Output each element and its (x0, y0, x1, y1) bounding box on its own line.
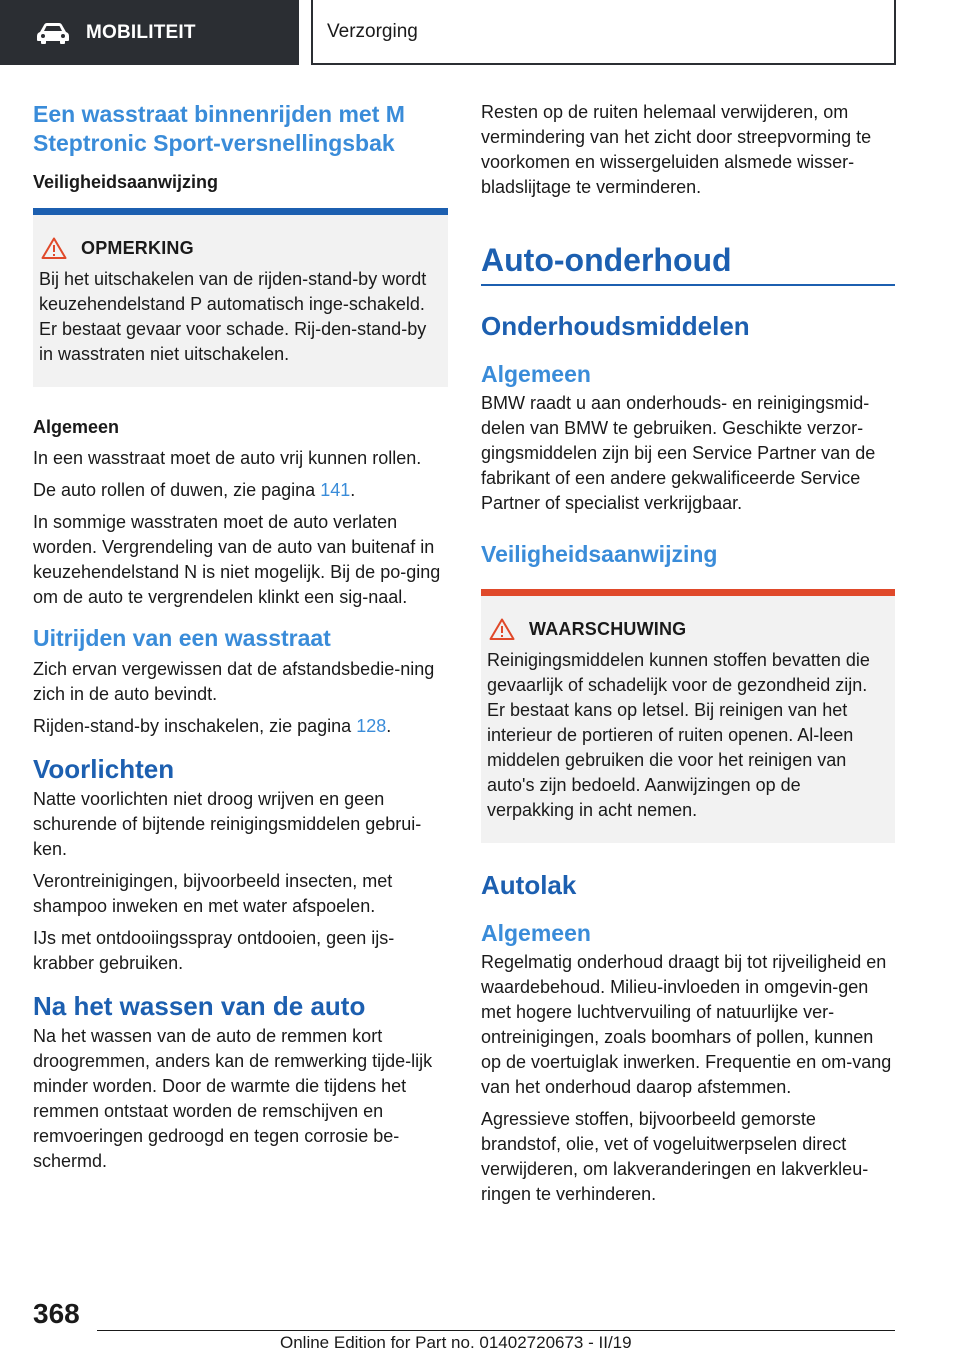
paragraph-with-link (33, 714, 448, 739)
paragraph: Zich ervan vergewissen dat de afstandsbedie-ning zich in de auto bevindt. (33, 659, 435, 704)
safety-label: Veiligheidsaanwijzing (33, 172, 219, 192)
car-icon (36, 22, 70, 44)
after-wash-title: Na het wassen van de auto (33, 991, 366, 1021)
footer-rule (97, 1330, 895, 1331)
paragraph-with-link (33, 478, 448, 503)
warning-triangle-icon (41, 237, 67, 259)
warning-triangle-icon (489, 618, 515, 640)
warning-box (481, 589, 895, 843)
notice-bar (33, 208, 448, 215)
paragraph: Regelmatig onderhoud draagt bij tot rijveiligheid en waardebehoud. Milieu-invloeden in omgevin-gen met hogere luchtvervuiling of natuurlijke ver-ontreinigingen, zoals boomhars of pollen, kunnen op de voertuiglak inwerken. Frequentie en om-vang van het onderhoud daarop afstemmen. (481, 952, 892, 1097)
lights-title: Voorlichten (33, 754, 175, 784)
paragraph: IJs met ontdooiingsspray ontdooien, geen ijs-krabber gebruiken. (33, 928, 395, 973)
text-span: . (386, 716, 392, 736)
edition-note: Online Edition for Part no. 01402720673 - II/19 (280, 1333, 632, 1352)
section-tab[interactable] (0, 0, 299, 65)
safety-title: Veiligheidsaanwijzing (481, 541, 718, 567)
title-rule (481, 284, 895, 286)
general-title: Algemeen (481, 361, 591, 387)
section-tab-label: MOBILITEIT (86, 21, 196, 43)
warning-body (481, 596, 895, 843)
text-span: Rijden-stand-by inschakelen, zie pagina (33, 716, 357, 736)
wash-title: Een wasstraat binnenrijden met M Steptronic Sport-versnellingsbak (33, 101, 405, 156)
warning-head (487, 618, 879, 640)
paragraph: BMW raadt u aan onderhouds- en reinigingsmid-delen van BMW te gebruiken. Geschikte verzor-gingsmiddelen zijn bij een Service Partner van de fabrikant of een andere gekwalificeerde Service Partner of specialist verkrijgbaar. (481, 393, 876, 513)
paragraph: In sommige wasstraten moet de auto verlaten worden. Vergrendeling van de auto van buitenaf in keuzehendelstand N is niet mogelijk. Bij de po-ging om de auto te vergrendelen klinkt een sig-naal. (33, 512, 441, 607)
text-span: De auto rollen of duwen, zie pagina (33, 480, 321, 500)
paint-title: Autolak (481, 870, 577, 900)
notice-head (39, 237, 432, 259)
maintenance-title: Auto-onderhoud (481, 242, 732, 278)
paragraph: In een wasstraat moet de auto vrij kunnen rollen. (33, 448, 422, 468)
notice-label: OPMERKING (81, 237, 194, 258)
right-column (481, 100, 895, 1207)
breadcrumb[interactable] (311, 0, 896, 65)
general-label: Algemeen (33, 417, 120, 437)
paragraph: Na het wassen van de auto de remmen kort droogremmen, anders kan de remwerking tijde-lijk minder worden. Door de warmte die tijdens het remmen ontstaat worden de remschijven en remvoeringen gedroogd en tegen corrosie be-schermd. (33, 1026, 433, 1171)
left-column (33, 100, 448, 1174)
page-link[interactable]: 128 (356, 716, 387, 736)
warning-text: Reinigingsmiddelen kunnen stoffen bevatten die gevaarlijk of schadelijk voor de gezondheid zijn. Er bestaat kans op letsel. Bij reinigen van het interieur de portieren of ruiten openen. Al-leen middelen gebruiken die voor het reinigen van auto's zijn bedoeld. Aanwijzingen op de verpakking in acht nemen. (487, 650, 870, 820)
paragraph: Resten op de ruiten helemaal verwijderen, om vermindering van het zicht door streepvorming te voorkomen en wissergeluiden alsmede wisser-bladslijtage te verminderen. (481, 102, 872, 197)
page-number: 368 (33, 1298, 80, 1329)
notice-box (33, 208, 448, 387)
paragraph: Agressieve stoffen, bijvoorbeeld gemorste brandstof, olie, vet of vogeluitwerpselen direct verwijderen, om lakveranderingen en lakverkleu-ringen te verhinderen. (481, 1109, 869, 1204)
paragraph: Verontreinigingen, bijvoorbeeld insecten, met shampoo inweken en met water afspoelen. (33, 871, 393, 916)
warning-bar (481, 589, 895, 596)
general-title: Algemeen (481, 920, 591, 946)
warning-label: WAARSCHUWING (529, 618, 687, 639)
breadcrumb-label: Verzorging (327, 20, 418, 42)
products-title: Onderhoudsmiddelen (481, 311, 750, 341)
exit-title: Uitrijden van een wasstraat (33, 625, 331, 651)
notice-body (33, 215, 448, 387)
page-link[interactable]: 141 (320, 480, 351, 500)
text-span: . (350, 480, 356, 500)
paragraph: Natte voorlichten niet droog wrijven en geen schurende of bijtende reinigingsmiddelen gebrui-ken. (33, 789, 422, 859)
notice-text: Bij het uitschakelen van de rijden-stand-by wordt keuzehendelstand P automatisch inge-schakeld. Er bestaat gevaar voor schade. Rij-den-stand-by in wasstraten niet uitschakelen. (39, 269, 427, 364)
